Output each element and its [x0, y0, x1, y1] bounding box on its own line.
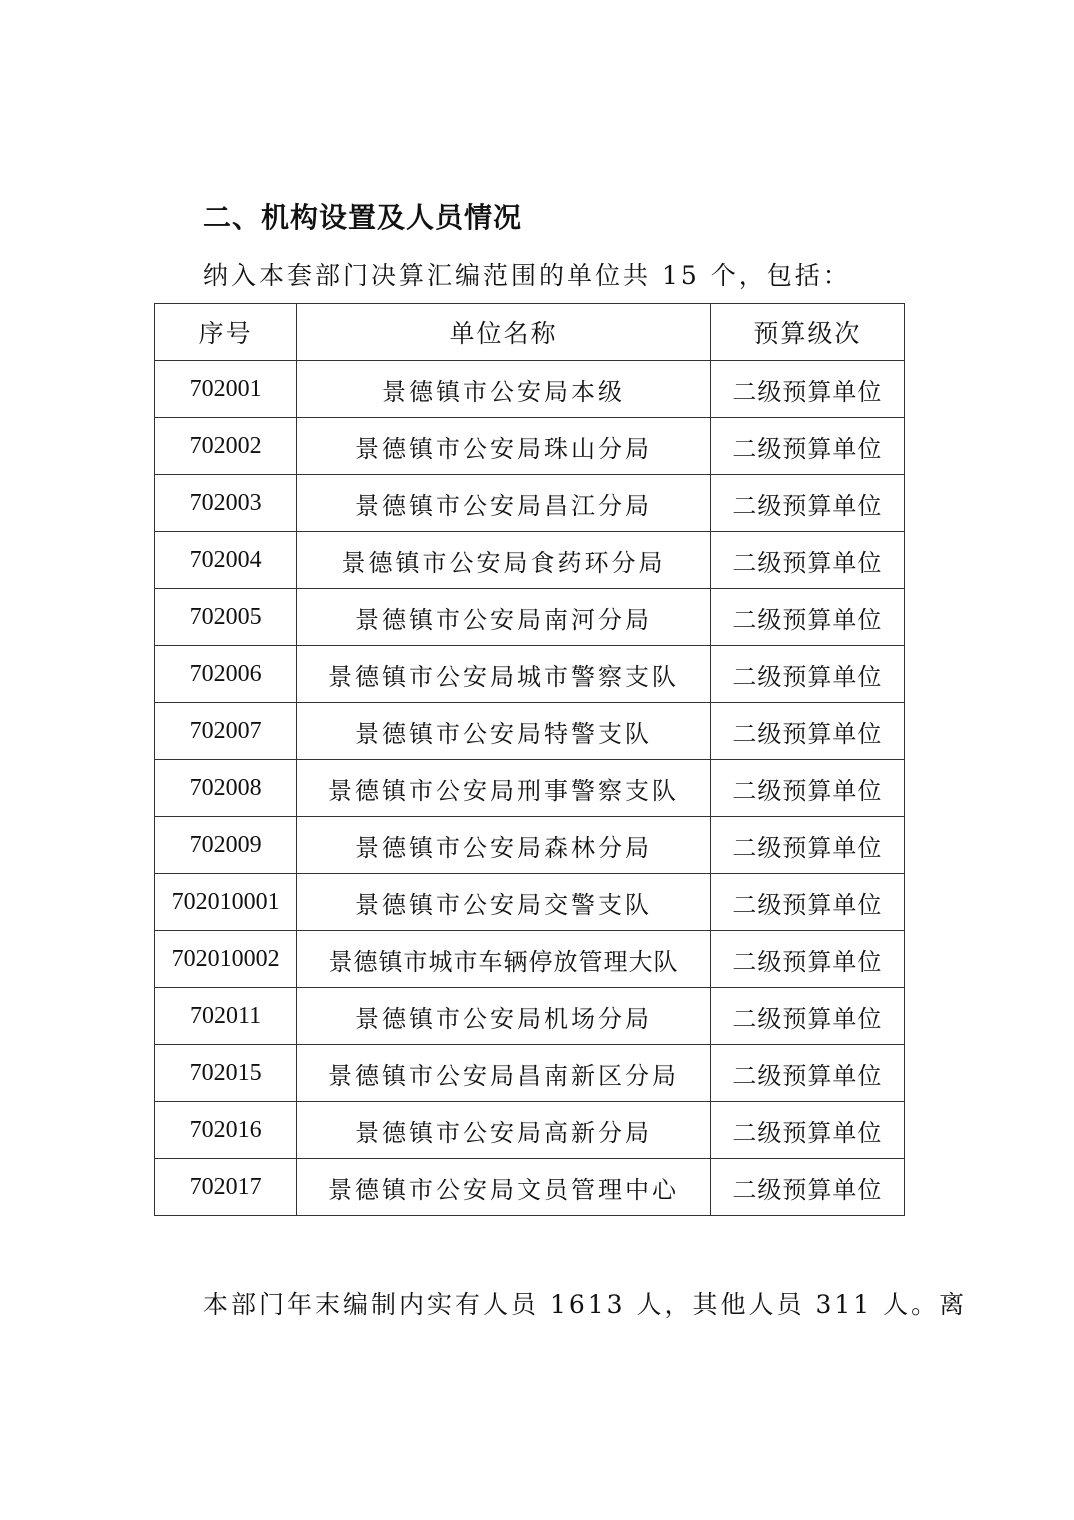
budget-level: 二级预算单位: [710, 1159, 904, 1216]
unit-id: 702010002: [155, 931, 297, 988]
header-unit-name: 单位名称: [297, 304, 711, 361]
unit-id: 702004: [155, 532, 297, 589]
unit-id: 702017: [155, 1159, 297, 1216]
unit-name: 景德镇市公安局南河分局: [297, 589, 711, 646]
budget-level: 二级预算单位: [710, 817, 904, 874]
header-budget-level: 预算级次: [710, 304, 904, 361]
unit-name: 景德镇市公安局昌江分局: [297, 475, 711, 532]
staffing-paragraph: 本部门年末编制内实有人员 1613 人，其他人员 311 人。离: [203, 1290, 968, 1319]
unit-name: 景德镇市公安局特警支队: [297, 703, 711, 760]
unit-id: 702007: [155, 703, 297, 760]
table-row: [155, 703, 905, 760]
table-row: [155, 988, 905, 1045]
table-row: [155, 931, 905, 988]
table-row: [155, 418, 905, 475]
table-row: [155, 1159, 905, 1216]
unit-id: 702011: [155, 988, 297, 1045]
table-row: [155, 646, 905, 703]
table-row: [155, 1102, 905, 1159]
unit-name: 景德镇市公安局昌南新区分局: [297, 1045, 711, 1102]
budget-level: 二级预算单位: [710, 646, 904, 703]
unit-name: 景德镇市公安局交警支队: [297, 874, 711, 931]
budget-level: 二级预算单位: [710, 475, 904, 532]
unit-name: 景德镇市公安局食药环分局: [297, 532, 711, 589]
unit-id: 702001: [155, 361, 297, 418]
budget-level: 二级预算单位: [710, 760, 904, 817]
units-table: [154, 303, 905, 1216]
unit-id: 702006: [155, 646, 297, 703]
table-row: [155, 475, 905, 532]
unit-name: 景德镇市公安局高新分局: [297, 1102, 711, 1159]
budget-level: 二级预算单位: [710, 418, 904, 475]
unit-id: 702016: [155, 1102, 297, 1159]
table-row: [155, 532, 905, 589]
budget-level: 二级预算单位: [710, 361, 904, 418]
budget-level: 二级预算单位: [710, 874, 904, 931]
table-row: [155, 874, 905, 931]
unit-id: 702008: [155, 760, 297, 817]
table-row: [155, 589, 905, 646]
budget-level: 二级预算单位: [710, 988, 904, 1045]
intro-paragraph: 纳入本套部门决算汇编范围的单位共 15 个，包括：: [203, 261, 851, 290]
unit-id: 702009: [155, 817, 297, 874]
header-serial: 序号: [155, 304, 297, 361]
unit-id: 702005: [155, 589, 297, 646]
unit-name: 景德镇市公安局森林分局: [297, 817, 711, 874]
unit-name: 景德镇市城市车辆停放管理大队: [297, 931, 711, 988]
unit-id: 702015: [155, 1045, 297, 1102]
table-row: [155, 760, 905, 817]
budget-level: 二级预算单位: [710, 1102, 904, 1159]
section-heading: 二、机构设置及人员情况: [203, 201, 523, 234]
unit-name: 景德镇市公安局本级: [297, 361, 711, 418]
unit-name: 景德镇市公安局城市警察支队: [297, 646, 711, 703]
unit-id: 702002: [155, 418, 297, 475]
table-row: [155, 817, 905, 874]
budget-level: 二级预算单位: [710, 931, 904, 988]
unit-name: 景德镇市公安局珠山分局: [297, 418, 711, 475]
unit-name: 景德镇市公安局刑事警察支队: [297, 760, 711, 817]
unit-id: 702010001: [155, 874, 297, 931]
table-row: [155, 1045, 905, 1102]
table-row: [155, 361, 905, 418]
budget-level: 二级预算单位: [710, 589, 904, 646]
unit-name: 景德镇市公安局文员管理中心: [297, 1159, 711, 1216]
budget-level: 二级预算单位: [710, 1045, 904, 1102]
budget-level: 二级预算单位: [710, 703, 904, 760]
table-header-row: [155, 304, 905, 361]
unit-id: 702003: [155, 475, 297, 532]
unit-name: 景德镇市公安局机场分局: [297, 988, 711, 1045]
budget-level: 二级预算单位: [710, 532, 904, 589]
